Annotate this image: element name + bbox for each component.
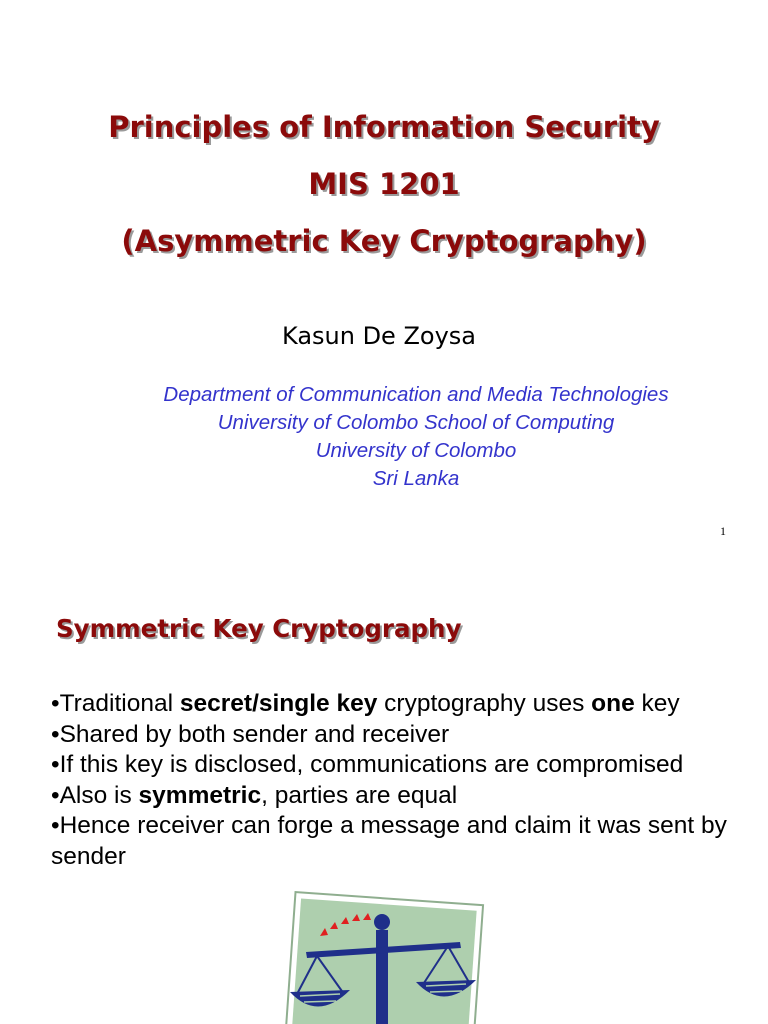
bullet-item [51,781,761,812]
slide-title-line-3: (Asymmetric Key Cryptography) [121,224,647,258]
bullet-emphasis: secret/single key [179,690,378,717]
bullet-marker: • [51,812,60,839]
bullet-text: Also is [59,781,139,809]
bullet-item [51,750,761,781]
bullet-marker: • [51,690,60,717]
bullet-marker: • [51,781,60,809]
bullet-text: If this key is disclosed, communications are compromised [59,751,684,778]
affiliation-department: Department of Communication and Media Technologies [163,383,669,406]
bullet-marker: • [51,720,60,748]
bullet-text: , parties are equal [261,781,458,809]
bullet-emphasis: symmetric [138,781,262,809]
slide-2 [0,576,768,1024]
slide-title-line-1: Principles of Information Security [108,110,660,144]
bullet-text: cryptography uses [377,690,592,717]
affiliation-university: University of Colombo [315,439,517,462]
affiliation-country: Sri Lanka [372,467,460,490]
slide-title: Symmetric Key Cryptography [56,614,462,643]
bullet-emphasis: one [591,690,635,717]
affiliation-school: University of Colombo School of Computing [217,411,615,434]
bullet-text: key [634,690,680,717]
slide-title-line-2: MIS 1201 [308,167,460,201]
bullet-list [51,689,761,872]
bullet-marker: • [51,751,60,778]
scales-of-justice-icon [262,884,492,1024]
bullet-item [51,689,761,720]
bullet-text: Traditional [59,690,180,717]
page-number: 1 [720,524,726,538]
bullet-text: Hence receiver can forge a message and claim it was sent by sender [51,812,727,870]
bullet-text: Shared by both sender and receiver [59,720,450,748]
bullet-item [51,720,761,751]
author-name: Kasun De Zoysa [282,322,476,350]
bullet-item [51,811,761,872]
